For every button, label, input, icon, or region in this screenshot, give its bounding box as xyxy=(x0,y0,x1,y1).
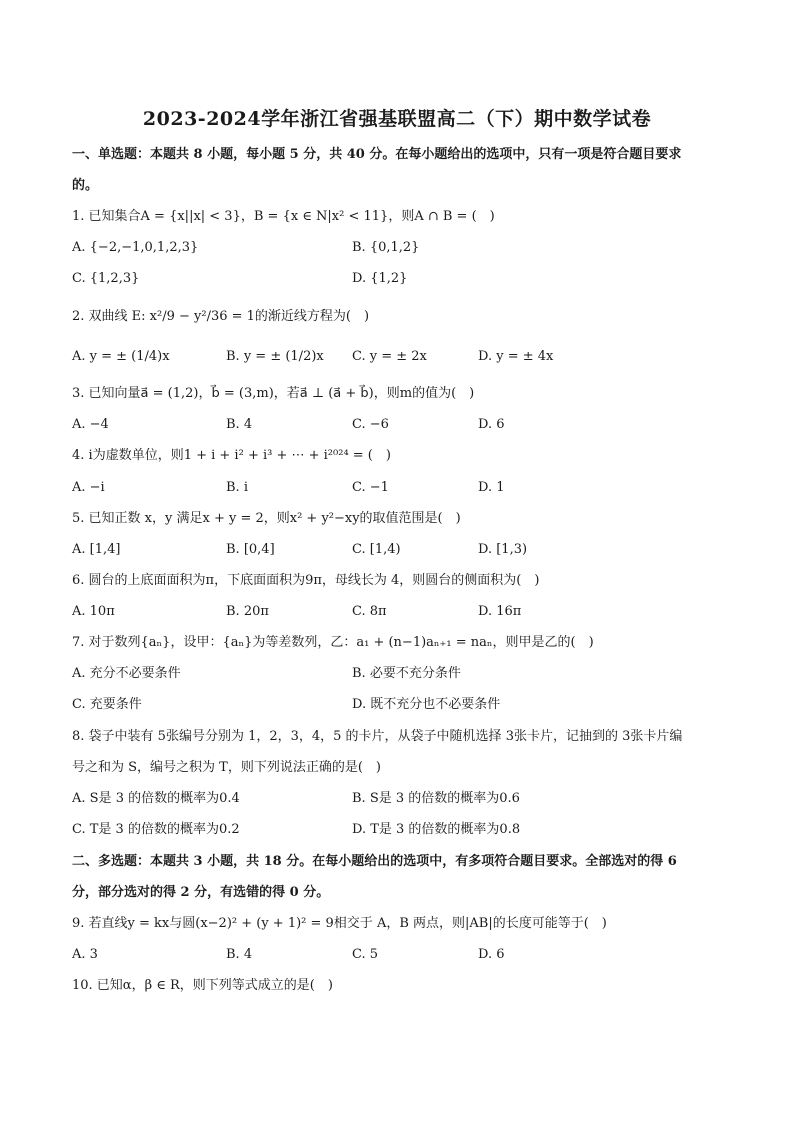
question-5-option-b[interactable]: B. [0,4] xyxy=(226,542,275,557)
question-7-stem: 7. 对于数列{aₙ}，设甲：{aₙ}为等差数列，乙：a₁ + (n−1)aₙ₊₁ = naₙ，则甲是乙的( ) xyxy=(72,635,594,650)
question-4-stem: 4. i为虚数单位，则1 + i + i² + i³ + ⋯ + i²⁰²⁴ = ( ) xyxy=(72,448,391,463)
question-8-options-row1 xyxy=(72,790,732,808)
question-8-options-row2 xyxy=(72,821,732,839)
question-5-option-c[interactable]: C. [1,4) xyxy=(352,542,401,557)
question-8-stem-cont: 号之和为 S，编号之积为 T，则下列说法正确的是( ) xyxy=(72,760,381,775)
question-3-option-a[interactable]: A. −4 xyxy=(72,417,109,432)
question-9-option-a[interactable]: A. 3 xyxy=(72,947,98,962)
question-1-option-d[interactable]: D. {1,2} xyxy=(352,271,408,286)
question-4-option-b[interactable]: B. i xyxy=(226,480,248,495)
question-8-option-b[interactable]: B. S是 3 的倍数的概率为0.6 xyxy=(352,791,520,806)
question-6-options xyxy=(72,603,732,621)
question-9-option-c[interactable]: C. 5 xyxy=(352,947,379,962)
question-6-option-a[interactable]: A. 10π xyxy=(72,604,115,619)
question-9-stem: 9. 若直线y = kx与圆(x−2)² + (y + 1)² = 9相交于 A，B 两点，则|AB|的长度可能等于( ) xyxy=(72,916,607,931)
question-9-options xyxy=(72,946,732,964)
section-multi-choice-header-cont: 分，部分选对的得 2 分，有选错的得 0 分。 xyxy=(72,885,330,900)
question-9-option-d[interactable]: D. 6 xyxy=(478,947,505,962)
question-7-option-d[interactable]: D. 既不充分也不必要条件 xyxy=(352,697,501,712)
question-3-stem: 3. 已知向量a⃗ = (1,2)，b⃗ = (3,m)，若a⃗ ⊥ (a⃗ + b⃗)，则m的值为( ) xyxy=(72,386,475,401)
question-2-option-c[interactable]: C. y = ± 2x xyxy=(352,349,427,364)
question-4-option-a[interactable]: A. −i xyxy=(72,480,105,495)
question-9-option-b[interactable]: B. 4 xyxy=(226,947,253,962)
section-multi-choice-header: 二、多选题：本题共 3 小题，共 18 分。在每小题给出的选项中，有多项符合题目要求。全部选对的得 6 xyxy=(72,854,677,869)
section-single-choice-header-cont: 的。 xyxy=(72,178,99,193)
question-1-options-row2 xyxy=(72,270,732,288)
question-3-options xyxy=(72,416,732,434)
question-2-stem: 2. 双曲线 E: x²/9 − y²/36 = 1的渐近线方程为( ) xyxy=(72,309,370,324)
question-6-option-c[interactable]: C. 8π xyxy=(352,604,387,619)
question-7-option-a[interactable]: A. 充分不必要条件 xyxy=(72,666,181,681)
question-8-stem: 8. 袋子中装有 5张编号分别为 1，2，3，4，5 的卡片，从袋子中随机选择 3张卡片，记抽到的 3张卡片编 xyxy=(72,729,683,744)
question-8-option-d[interactable]: D. T是 3 的倍数的概率为0.8 xyxy=(352,822,521,837)
question-3-option-c[interactable]: C. −6 xyxy=(352,417,389,432)
question-7-options-row1 xyxy=(72,665,732,683)
question-1-options-row1 xyxy=(72,239,732,257)
question-6-option-d[interactable]: D. 16π xyxy=(478,604,522,619)
question-1-stem: 1. 已知集合A = {x||x| < 3}，B = {x ∈ N|x² < 11}，则A ∩ B = ( ) xyxy=(72,209,495,224)
question-1-option-a[interactable]: A. {−2,−1,0,1,2,3} xyxy=(72,240,199,255)
question-5-options xyxy=(72,541,732,559)
question-8-option-a[interactable]: A. S是 3 的倍数的概率为0.4 xyxy=(72,791,240,806)
page-title: 2023-2024学年浙江省强基联盟高二（下）期中数学试卷 xyxy=(142,108,652,130)
question-1-option-b[interactable]: B. {0,1,2} xyxy=(352,240,420,255)
question-3-option-d[interactable]: D. 6 xyxy=(478,417,505,432)
question-7-option-c[interactable]: C. 充要条件 xyxy=(72,697,142,712)
question-4-options xyxy=(72,479,732,497)
question-2-option-a[interactable]: A. y = ± (1/4)x xyxy=(72,349,170,364)
section-single-choice-header: 一、单选题：本题共 8 小题，每小题 5 分，共 40 分。在每小题给出的选项中，只有一项是符合题目要求 xyxy=(72,147,682,162)
question-2-option-d[interactable]: D. y = ± 4x xyxy=(478,349,554,364)
question-2-option-b[interactable]: B. y = ± (1/2)x xyxy=(226,349,324,364)
question-7-option-b[interactable]: B. 必要不充分条件 xyxy=(352,666,461,681)
question-1-option-c[interactable]: C. {1,2,3} xyxy=(72,271,140,286)
question-10-stem: 10. 已知α，β ∈ R，则下列等式成立的是( ) xyxy=(72,978,333,993)
question-2-options xyxy=(72,348,732,366)
question-8-option-c[interactable]: C. T是 3 的倍数的概率为0.2 xyxy=(72,822,240,837)
question-6-option-b[interactable]: B. 20π xyxy=(226,604,269,619)
question-5-option-d[interactable]: D. [1,3) xyxy=(478,542,528,557)
question-3-option-b[interactable]: B. 4 xyxy=(226,417,253,432)
question-4-option-d[interactable]: D. 1 xyxy=(478,480,505,495)
question-4-option-c[interactable]: C. −1 xyxy=(352,480,389,495)
question-5-stem: 5. 已知正数 x，y 满足x + y = 2，则x² + y²−xy的取值范围是( ) xyxy=(72,511,461,526)
question-5-option-a[interactable]: A. [1,4] xyxy=(72,542,121,557)
question-7-options-row2 xyxy=(72,696,732,714)
question-6-stem: 6. 圆台的上底面面积为π，下底面面积为9π，母线长为 4，则圆台的侧面积为( ) xyxy=(72,573,540,588)
